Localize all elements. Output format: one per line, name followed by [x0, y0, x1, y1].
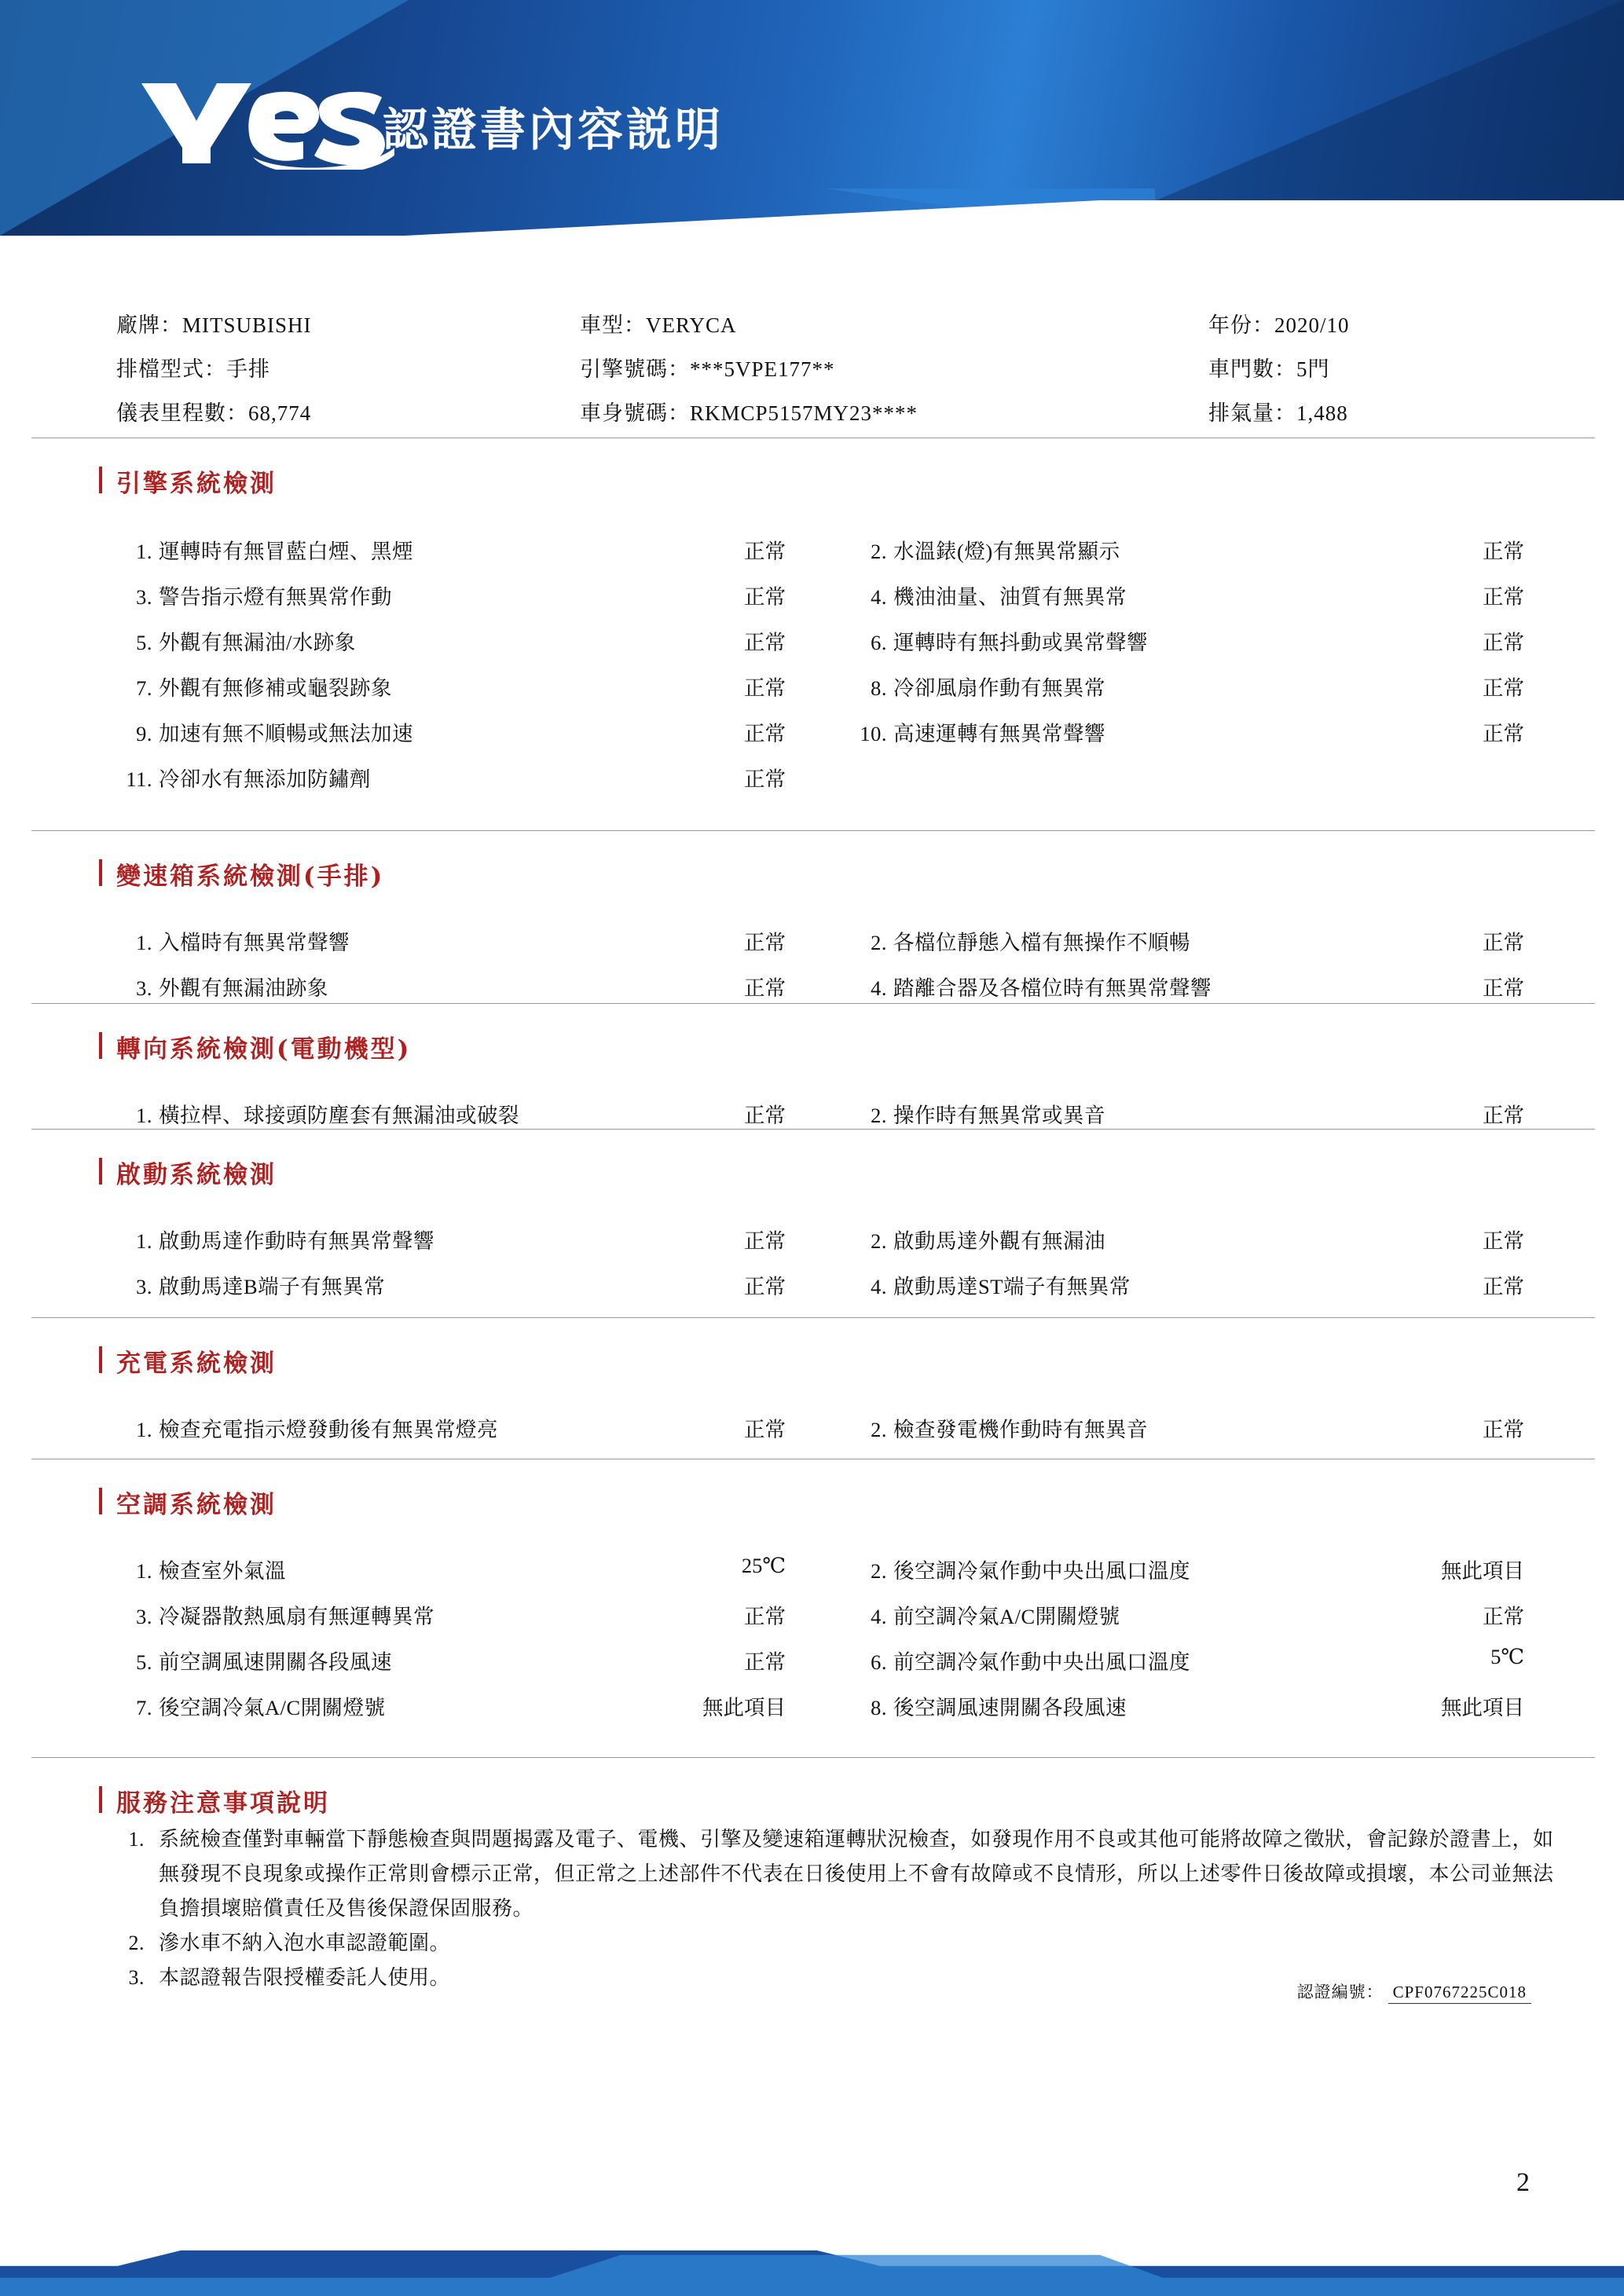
- item-number: 3.: [136, 976, 152, 1000]
- yes-logo: [135, 75, 394, 170]
- item-result: 5℃: [1490, 1645, 1524, 1668]
- vehicle-info-cell: 年份：2020/10: [1208, 313, 1350, 337]
- item-text: 啟動馬達作動時有無異常聲響: [159, 1229, 434, 1253]
- item-result: 正常: [744, 1104, 786, 1127]
- check-item: [118, 625, 356, 656]
- vehicle-info-cell: 車身號碼：RKMCP5157MY23****: [580, 401, 918, 425]
- note-text: 滲水車不納入泡水車認證範圍。: [159, 1932, 451, 1954]
- vehicle-info-cell: 排氣量：1,488: [1208, 401, 1348, 425]
- note-item: [116, 1926, 1570, 1961]
- note-text: 本認證報告限授權委託人使用。: [159, 1966, 451, 1989]
- item-result: 正常: [1483, 1605, 1524, 1628]
- vehicle-info-cell: 儀表里程數：68,774: [116, 401, 312, 425]
- info-label: 排氣量: [1208, 401, 1274, 425]
- item-number: 2.: [871, 931, 887, 954]
- item-result: 正常: [744, 1229, 786, 1253]
- certificate-number-value: CPF0767225C018: [1388, 1983, 1531, 2004]
- vehicle-info-cell: 排檔型式：手排: [116, 357, 270, 381]
- item-text: 檢查充電指示燈發動後有無異常燈亮: [159, 1418, 498, 1441]
- item-text: 後空調冷氣作動中央出風口溫度: [893, 1559, 1190, 1583]
- item-text: 後空調冷氣A/C開關燈號: [159, 1696, 386, 1719]
- certificate-number: [1297, 1979, 1531, 2003]
- check-item: [118, 671, 392, 701]
- item-result: 正常: [1483, 976, 1524, 1000]
- item-text: 運轉時有無冒藍白煙、黑煙: [159, 540, 413, 563]
- item-text: 冷卻風扇作動有無異常: [893, 676, 1105, 700]
- section-title-notes: 服務注意事項說明: [116, 1783, 330, 1818]
- item-result: 無此項目: [702, 1696, 786, 1719]
- item-text: 外觀有無修補或龜裂跡象: [159, 676, 392, 700]
- section-title-air-conditioning: 空調系統檢測: [116, 1485, 277, 1520]
- check-item: [852, 1224, 1105, 1254]
- item-result: 正常: [744, 631, 786, 654]
- item-number: 7.: [136, 676, 152, 700]
- item-result: 正常: [744, 1605, 786, 1628]
- item-text: 冷凝器散熱風扇有無運轉異常: [159, 1605, 434, 1628]
- item-text: 檢查室外氣溫: [159, 1559, 286, 1583]
- item-text: 機油油量、油質有無異常: [893, 585, 1127, 609]
- check-item: [118, 762, 371, 793]
- item-result: 正常: [1483, 676, 1524, 700]
- note-text: 系統檢查僅對車輛當下靜態檢查與問題揭露及電子、電機、引擎及變速箱運轉狀況檢查，如發現作用不良或其他可能將故障之徵狀，會記錄於證書上，如無發現不良現象或操作正常則會標示正常，但正常之上述部件不代表在日後使用上不會有故障或不良情形，所以上述零件日後故障或損壞，本公司並無法負擔損壞賠償責任及售後保證保固服務。: [159, 1828, 1554, 1920]
- item-result: 正常: [744, 931, 786, 954]
- section-divider: [31, 1129, 1595, 1130]
- info-label: 車身號碼: [580, 401, 668, 425]
- note-number: 3.: [128, 1966, 145, 1989]
- item-text: 啟動馬達B端子有無異常: [159, 1275, 386, 1298]
- vehicle-info-block: [116, 303, 1523, 435]
- section-divider: [31, 1757, 1595, 1758]
- check-item: [118, 1224, 434, 1254]
- item-result: 正常: [1483, 722, 1524, 745]
- check-item: [118, 1412, 498, 1443]
- check-item: [118, 1269, 385, 1300]
- section-divider: [31, 1003, 1595, 1004]
- info-value: RKMCP5157MY23****: [690, 401, 918, 425]
- certificate-number-label: 認證編號：: [1296, 1983, 1384, 2001]
- item-number: 11.: [126, 767, 152, 791]
- item-text: 各檔位靜態入檔有無操作不順暢: [893, 931, 1190, 954]
- item-number: 5.: [136, 1650, 152, 1674]
- check-item: [118, 716, 413, 747]
- check-item: [118, 925, 350, 956]
- check-item: [852, 1269, 1131, 1300]
- item-number: 4.: [871, 585, 887, 609]
- info-value: MITSUBISHI: [182, 313, 312, 337]
- item-result: 正常: [1483, 1418, 1524, 1441]
- item-text: 檢查發電機作動時有無異音: [893, 1418, 1148, 1441]
- item-number: 2.: [871, 1104, 887, 1127]
- item-result: 正常: [1483, 1275, 1524, 1298]
- vehicle-info-cell: 廠牌：MITSUBISHI: [116, 313, 312, 337]
- check-item: [118, 534, 413, 565]
- item-result: 正常: [744, 976, 786, 1000]
- check-item: [118, 1554, 286, 1584]
- info-label: 車型: [580, 313, 624, 337]
- item-text: 外觀有無漏油/水跡象: [159, 631, 356, 654]
- item-number: 2.: [871, 1418, 887, 1441]
- item-number: 1.: [136, 540, 152, 563]
- item-text: 踏離合器及各檔位時有無異常聲響: [893, 976, 1212, 1000]
- item-result: 正常: [1483, 540, 1524, 563]
- item-text: 前空調冷氣作動中央出風口溫度: [893, 1650, 1190, 1674]
- check-item: [118, 1645, 392, 1675]
- check-item: [852, 671, 1105, 701]
- item-result: 正常: [1483, 931, 1524, 954]
- item-number: 1.: [136, 1418, 152, 1441]
- item-number: 4.: [871, 1605, 887, 1628]
- note-item: [116, 1822, 1570, 1926]
- notes-list: [116, 1822, 1570, 1995]
- item-text: 加速有無不順暢或無法加速: [159, 722, 413, 745]
- info-label: 年份: [1208, 313, 1252, 337]
- section-divider: [31, 830, 1595, 831]
- item-result: 正常: [744, 540, 786, 563]
- info-label: 引擎號碼: [580, 357, 668, 381]
- item-number: 5.: [136, 631, 152, 654]
- check-item: [118, 1690, 386, 1721]
- item-result: 正常: [744, 585, 786, 609]
- item-text: 啟動馬達ST端子有無異常: [893, 1275, 1131, 1298]
- item-number: 1.: [136, 1559, 152, 1583]
- item-number: 2.: [871, 1559, 887, 1583]
- item-number: 1.: [136, 1104, 152, 1127]
- page-footer: [0, 2225, 1624, 2296]
- item-text: 運轉時有無抖動或異常聲響: [893, 631, 1148, 654]
- item-result: 正常: [744, 722, 786, 745]
- info-label: 排檔型式: [116, 357, 204, 381]
- item-number: 4.: [871, 976, 887, 1000]
- info-label: 廠牌: [116, 313, 160, 337]
- info-value: 5門: [1296, 357, 1330, 381]
- vehicle-info-cell: 車門數：5門: [1208, 357, 1330, 381]
- item-number: 8.: [871, 1696, 887, 1719]
- check-item: [852, 534, 1120, 565]
- check-item: [852, 625, 1148, 656]
- item-result: 正常: [744, 1418, 786, 1441]
- item-number: 1.: [136, 1229, 152, 1253]
- info-label: 車門數: [1208, 357, 1274, 381]
- item-result: 正常: [744, 1275, 786, 1298]
- item-number: 2.: [871, 540, 887, 563]
- vehicle-info-cell: 車型：VERYCA: [580, 313, 737, 337]
- section-divider: [31, 1317, 1595, 1318]
- vehicle-info-cell: 引擎號碼：***5VPE177**: [580, 357, 835, 381]
- info-value: 手排: [226, 357, 270, 381]
- info-value: 1,488: [1296, 401, 1348, 425]
- item-number: 7.: [136, 1696, 152, 1719]
- item-text: 冷卻水有無添加防鏽劑: [159, 767, 371, 791]
- section-title-steering: 轉向系統檢測(電動機型): [116, 1029, 411, 1064]
- page-number: 2: [1516, 2168, 1530, 2197]
- item-text: 入檔時有無異常聲響: [159, 931, 350, 954]
- item-number: 10.: [860, 722, 887, 745]
- info-label: 儀表里程數: [116, 401, 226, 425]
- item-result: 正常: [744, 767, 786, 791]
- item-number: 3.: [136, 1605, 152, 1628]
- item-text: 前空調冷氣A/C開關燈號: [893, 1605, 1120, 1628]
- item-result: 正常: [1483, 631, 1524, 654]
- check-item: [852, 1599, 1120, 1630]
- item-result: 25℃: [741, 1554, 786, 1577]
- vehicle-info-row: [116, 303, 1523, 347]
- note-number: 2.: [128, 1932, 145, 1954]
- check-item: [852, 1412, 1148, 1443]
- item-text: 水溫錶(燈)有無異常顯示: [893, 540, 1120, 563]
- check-item: [118, 971, 328, 1002]
- check-item: [118, 1599, 434, 1630]
- item-number: 8.: [871, 676, 887, 700]
- item-number: 9.: [136, 722, 152, 745]
- item-text: 橫拉桿、球接頭防塵套有無漏油或破裂: [159, 1104, 519, 1127]
- check-item: [852, 1554, 1190, 1584]
- item-number: 4.: [871, 1275, 887, 1298]
- vehicle-info-row: [116, 391, 1523, 435]
- item-text: 前空調風速開關各段風速: [159, 1650, 392, 1674]
- item-text: 高速運轉有無異常聲響: [893, 722, 1105, 745]
- check-item: [852, 925, 1190, 956]
- section-title-engine: 引擎系統檢測: [116, 463, 277, 499]
- check-item: [852, 1098, 1105, 1129]
- item-result: 正常: [744, 1650, 786, 1674]
- item-number: 1.: [136, 931, 152, 954]
- check-item: [118, 1098, 519, 1129]
- item-text: 外觀有無漏油跡象: [159, 976, 328, 1000]
- section-title-charging: 充電系統檢測: [116, 1343, 277, 1379]
- check-item: [118, 580, 392, 610]
- info-value: 68,774: [248, 401, 312, 425]
- item-text: 操作時有無異常或異音: [893, 1104, 1105, 1127]
- section-title-starter: 啟動系統檢測: [116, 1155, 277, 1190]
- item-text: 啟動馬達外觀有無漏油: [893, 1229, 1105, 1253]
- info-value: 2020/10: [1274, 313, 1350, 337]
- item-number: 3.: [136, 585, 152, 609]
- info-value: ***5VPE177**: [690, 357, 835, 381]
- check-item: [852, 1645, 1190, 1675]
- item-result: 正常: [744, 676, 786, 700]
- item-result: 正常: [1483, 585, 1524, 609]
- section-title-transmission: 變速箱系統檢測(手排): [116, 856, 384, 892]
- item-result: 無此項目: [1441, 1559, 1524, 1583]
- item-number: 6.: [871, 631, 887, 654]
- item-number: 2.: [871, 1229, 887, 1253]
- check-item: [852, 716, 1105, 747]
- item-number: 6.: [871, 1650, 887, 1674]
- info-value: VERYCA: [646, 313, 737, 337]
- note-number: 1.: [128, 1828, 145, 1851]
- check-item: [852, 1690, 1127, 1721]
- item-result: 正常: [1483, 1104, 1524, 1127]
- page-title: 認證書內容説明: [383, 103, 724, 156]
- page-header: [0, 0, 1624, 291]
- item-result: 正常: [1483, 1229, 1524, 1253]
- vehicle-info-row: [116, 347, 1523, 391]
- check-item: [852, 971, 1212, 1002]
- item-result: 無此項目: [1441, 1696, 1524, 1719]
- item-text: 後空調風速開關各段風速: [893, 1696, 1127, 1719]
- check-item: [852, 580, 1127, 610]
- item-number: 3.: [136, 1275, 152, 1298]
- item-text: 警告指示燈有無異常作動: [159, 585, 392, 609]
